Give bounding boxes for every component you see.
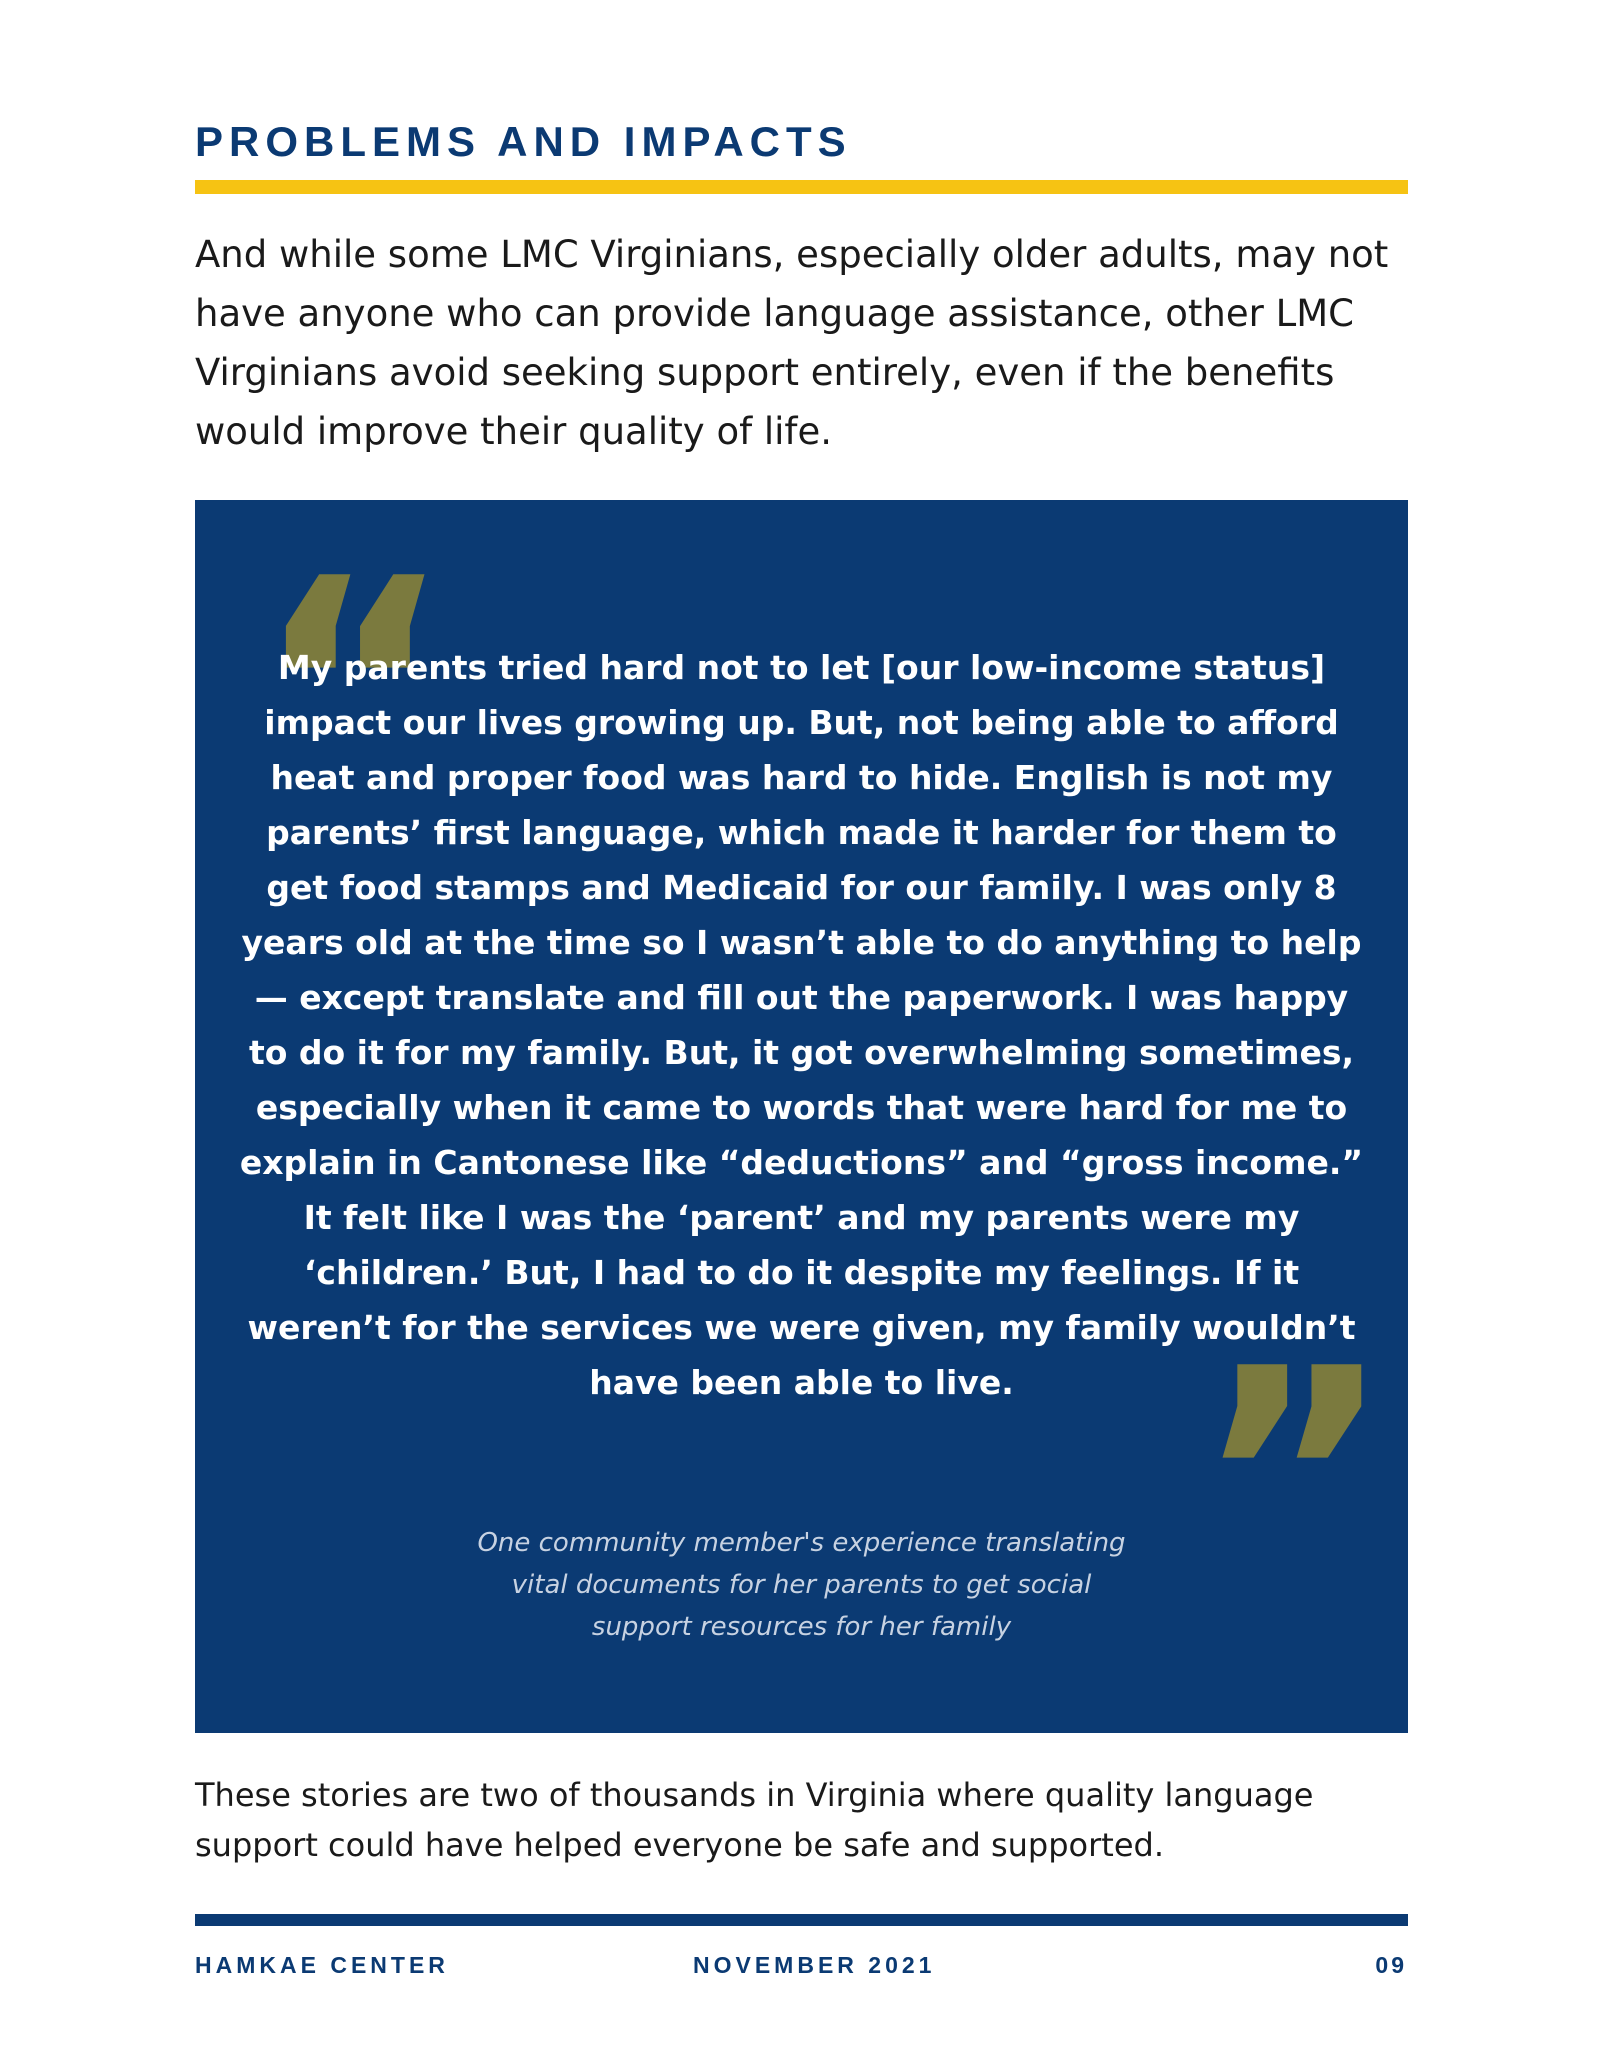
open-quote-icon: “: [255, 515, 453, 864]
close-quote-icon: ”: [1195, 1305, 1393, 1654]
intro-paragraph: And while some LMC Virginians, especially older adults, may not have anyone who can provide language assistance, other LMC Virginians avoid seeking support entirely, even if the benefits would improve their quality of life.: [195, 233, 1389, 453]
page-number: 09: [1375, 1952, 1407, 1978]
closing-paragraph: These stories are two of thousands in Virginia where quality language support could have helped everyone be safe and supported.: [195, 1776, 1314, 1864]
quote-caption: One community member's experience translating vital documents for her parents to get social support resources for her family: [477, 1528, 1126, 1642]
footer-organization: HAMKAE CENTER: [195, 1952, 449, 1978]
page-heading: PROBLEMS AND IMPACTS: [195, 118, 852, 165]
quote-text: My parents tried hard not to let [our low-income status] impact our lives growing up. But, not being able to afford heat and proper food was hard to hide. English is not my parents’ first language, which made it harder for them to get food stamps and Medicaid for our family. I was only 8 years old at the time so I wasn’t able to do anything to help — except translate and fill out the paperwork. I was happy to do it for my family. But, it got overwhelming sometimes, especially when it came to words that were hard for me to explain in Cantonese like “deductions” and “gross income.” It felt like I was the ‘parent’ and my parents were my ‘children.’ But, I had to do it despite my feelings. If it weren’t for the services we were given, my family wouldn’t have been able to live.: [239, 648, 1364, 1402]
footer-divider: [195, 1914, 1408, 1926]
footer-date: NOVEMBER 2021: [693, 1952, 936, 1978]
heading-underline: [195, 180, 1408, 194]
quote-box: [195, 500, 1408, 1733]
